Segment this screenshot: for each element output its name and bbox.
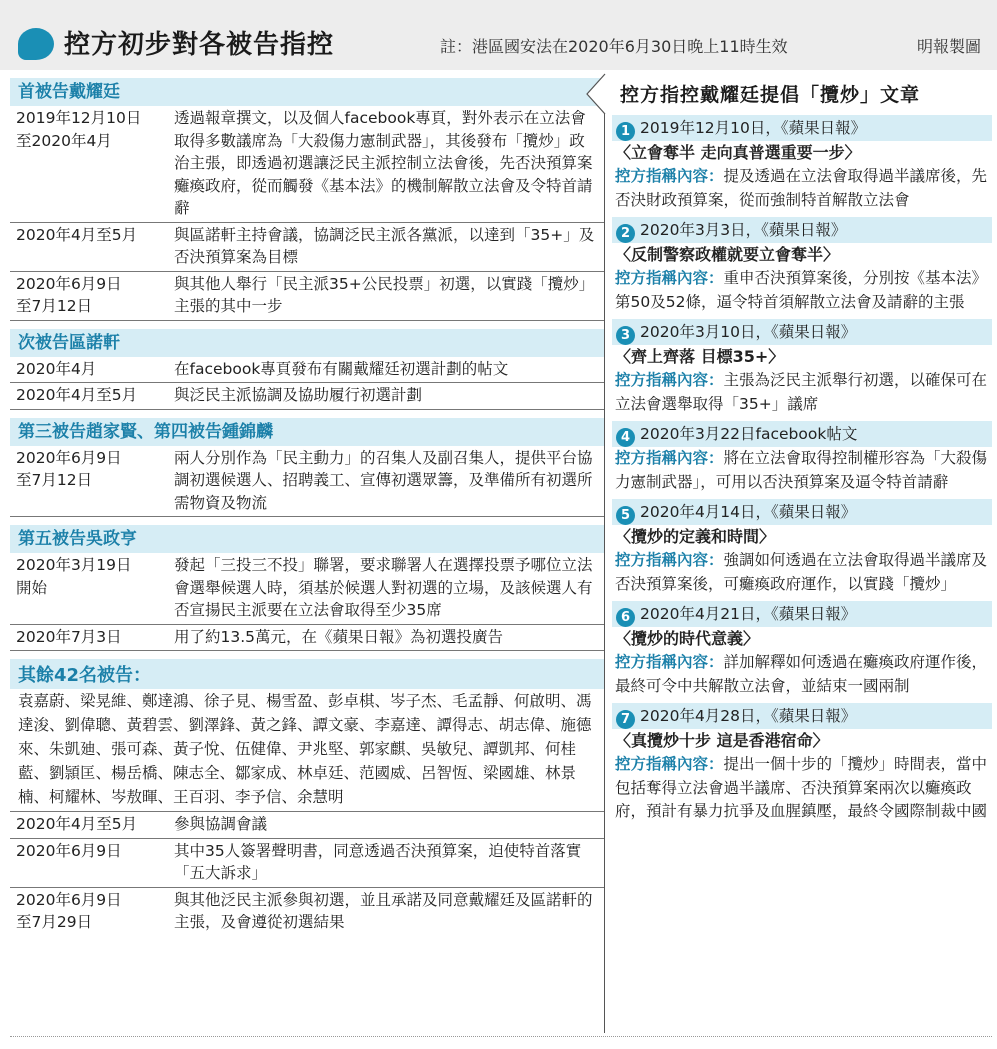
- article-head: 6 2020年4月21日，《蘋果日報》: [612, 601, 992, 627]
- table-row: [10, 553, 604, 625]
- table-row: [10, 383, 604, 410]
- row-desc: 參與協調會議: [174, 815, 268, 833]
- number-badge: 3: [616, 326, 635, 345]
- number-badge: 6: [616, 608, 635, 627]
- page-title: 控方初步對各被告指控: [64, 30, 335, 60]
- row-desc: 透過報章撰文，以及個人facebook專頁，對外表示在立法會取得多數議席為「大殺傷力憲制武器」，其後發布「攬炒」政治主張，即透過初選讓泛民主派控制立法會後，先否決預算案癱瘓政府，從而觸發《基本法》的機制解散立法會及令特首請辭: [174, 109, 593, 217]
- header-note: 註：港區國安法在2020年6月30日晚上11時生效: [440, 37, 788, 56]
- article-body: 控方指稱內容：提及透過在立法會取得過半議席後，先否決財政預算案，從而強制特首解散立法會: [615, 167, 988, 209]
- article-item: [612, 601, 992, 700]
- articles-title: 控方指控戴耀廷提倡「攬炒」文章: [620, 84, 921, 106]
- article-item: [612, 421, 992, 496]
- article-body: 控方指稱內容：重申否決預算案後，分別按《基本法》第50及52條，逼令特首須解散立法會及請辭的主張: [615, 269, 988, 311]
- row-date: 2020年6月9日 至7月12日: [16, 274, 122, 315]
- column-divider: [604, 78, 605, 1033]
- section-heading: 其餘42名被告：: [10, 659, 604, 689]
- header-bar: [0, 0, 997, 70]
- section-heading: 次被告區諾軒: [10, 329, 604, 357]
- row-date: 2020年4月至5月: [16, 815, 138, 833]
- article-title: 〈攬炒的定義和時間〉: [615, 527, 776, 546]
- row-date: 2019年12月10日 至2020年4月: [16, 109, 142, 150]
- section-heading: 第三被告趙家賢、第四被告鍾錦麟: [10, 418, 604, 446]
- table-row: [10, 223, 604, 272]
- row-date: 2020年4月至5月: [16, 225, 138, 244]
- bottom-divider: [10, 1036, 992, 1037]
- number-badge: 7: [616, 710, 635, 729]
- row-desc: 用了約13.5萬元，在《蘋果日報》為初選投廣告: [174, 627, 504, 646]
- row-desc: 在facebook專頁發布有關戴耀廷初選計劃的帖文: [174, 359, 509, 378]
- article-body: 控方指稱內容：強調如何透過在立法會取得過半議席及否決預算案後，可癱瘓政府運作，以實踐「攬炒」: [615, 551, 988, 593]
- table-row: [10, 446, 604, 518]
- article-item: [612, 217, 992, 316]
- row-desc: 與泛民主派協調及協助履行初選計劃: [174, 386, 423, 404]
- article-title: 〈齊上齊落 目標35+〉: [615, 347, 785, 366]
- row-date: 2020年6月9日: [16, 841, 122, 860]
- table-row: [10, 839, 604, 888]
- row-date: 2020年6月9日 至7月29日: [16, 890, 122, 931]
- article-body: 控方指稱內容：詳加解釋如何透過在癱瘓政府運作後，最終可令中共解散立法會，並結束一國兩制: [615, 653, 988, 695]
- article-title: 〈攬炒的時代意義〉: [615, 629, 760, 648]
- article-head: 4 2020年3月22日facebook帖文: [612, 421, 992, 447]
- table-row: [10, 357, 604, 384]
- article-head: 1 2019年12月10日，《蘋果日報》: [612, 115, 992, 141]
- number-badge: 2: [616, 224, 635, 243]
- row-date: 2020年4月: [16, 359, 97, 378]
- article-head: 3 2020年3月10日，《蘋果日報》: [612, 319, 992, 345]
- row-date: 2020年4月至5月: [16, 386, 138, 404]
- article-title: 〈反制警察政權就要立會奪半〉: [615, 245, 840, 264]
- article-body: 控方指稱內容：主張為泛民主派舉行初選，以確保可在立法會選舉取得「35+」議席: [615, 371, 988, 413]
- article-body: 控方指稱內容：將在立法會取得控制權形容為「大殺傷力憲制武器」，可用以否決預算案及逼令特首請辭: [615, 449, 988, 491]
- article-item: [612, 319, 992, 418]
- article-head: 2 2020年3月3日，《蘋果日報》: [612, 217, 992, 243]
- table-row: [10, 106, 604, 223]
- section-heading: 首被告戴耀廷: [10, 78, 604, 106]
- speech-bubble-icon: [18, 28, 54, 60]
- defendant-names: 袁嘉蔚、梁晃維、鄭達鴻、徐子見、楊雪盈、彭卓棋、岑子杰、毛孟靜、何啟明、馮達浚、劉偉聰、黃碧雲、劉澤鋒、黃之鋒、譚文豪、李嘉達、譚得志、胡志偉、施德來、朱凱廸、張可森、黃子悅、伍健偉、尹兆堅、郭家麒、吳敏兒、譚凱邦、何桂藍、劉頴匡、楊岳橋、陳志全、鄒家成、林卓廷、范國威、呂智恆、梁國雄、林景楠、柯耀林、岑敖暉、王百羽、李予信、余慧明: [10, 689, 604, 812]
- row-desc: 與區諾軒主持會議，協調泛民主派各黨派，以達到「35+」及否決預算案為目標: [174, 225, 595, 266]
- number-badge: 5: [616, 506, 635, 525]
- row-desc: 兩人分別作為「民主動力」的召集人及副召集人，提供平台協調初選候選人、招聘義工、宣傳初選眾籌，及準備所有初選所需物資及物流: [174, 448, 593, 512]
- row-date: 2020年7月3日: [16, 627, 122, 646]
- table-row: [10, 272, 604, 321]
- row-desc: 其中35人簽署聲明書，同意透過否決預算案，迫使特首落實「五大訴求」: [174, 841, 582, 882]
- row-date: 2020年6月9日 至7月12日: [16, 448, 122, 489]
- row-date: 2020年3月19日 開始: [16, 556, 132, 597]
- row-desc: 與其他泛民主派參與初選，並且承諾及同意戴耀廷及區諾軒的主張，及會遵從初選結果: [174, 890, 593, 931]
- article-body: 控方指稱內容：提出一個十步的「攬炒」時間表，當中包括奪得立法會過半議席、否決預算案兩次以癱瘓政府，預計有暴力抗爭及血腥鎮壓，最終令國際制裁中國: [615, 755, 988, 820]
- article-head: 7 2020年4月28日，《蘋果日報》: [612, 703, 992, 729]
- defendants-column: [10, 78, 604, 936]
- table-row: [10, 812, 604, 839]
- credit: 明報製圖: [916, 37, 981, 56]
- row-desc: 發起「三投三不投」聯署，要求聯署人在選擇投票予哪位立法會選舉候選人時，須基於候選人對初選的立場，及該候選人有否宣揚民主派要在立法會取得至少35席: [174, 556, 593, 619]
- article-title: 〈立會奪半 走向真普選重要一步〉: [615, 143, 861, 162]
- number-badge: 1: [616, 122, 635, 141]
- row-desc: 與其他人舉行「民主派35+公民投票」初選，以實踐「攬炒」主張的其中一步: [174, 274, 595, 315]
- article-item: [612, 499, 992, 598]
- article-head: 5 2020年4月14日，《蘋果日報》: [612, 499, 992, 525]
- article-item: [612, 115, 992, 214]
- number-badge: 4: [616, 428, 635, 447]
- table-row: [10, 888, 604, 936]
- articles-column: [612, 78, 992, 826]
- table-row: [10, 625, 604, 652]
- section-heading: 第五被告吳政亨: [10, 525, 604, 553]
- article-item: [612, 703, 992, 826]
- article-title: 〈真攬炒十步 這是香港宿命〉: [615, 731, 829, 750]
- chevron-left-icon: [584, 72, 606, 116]
